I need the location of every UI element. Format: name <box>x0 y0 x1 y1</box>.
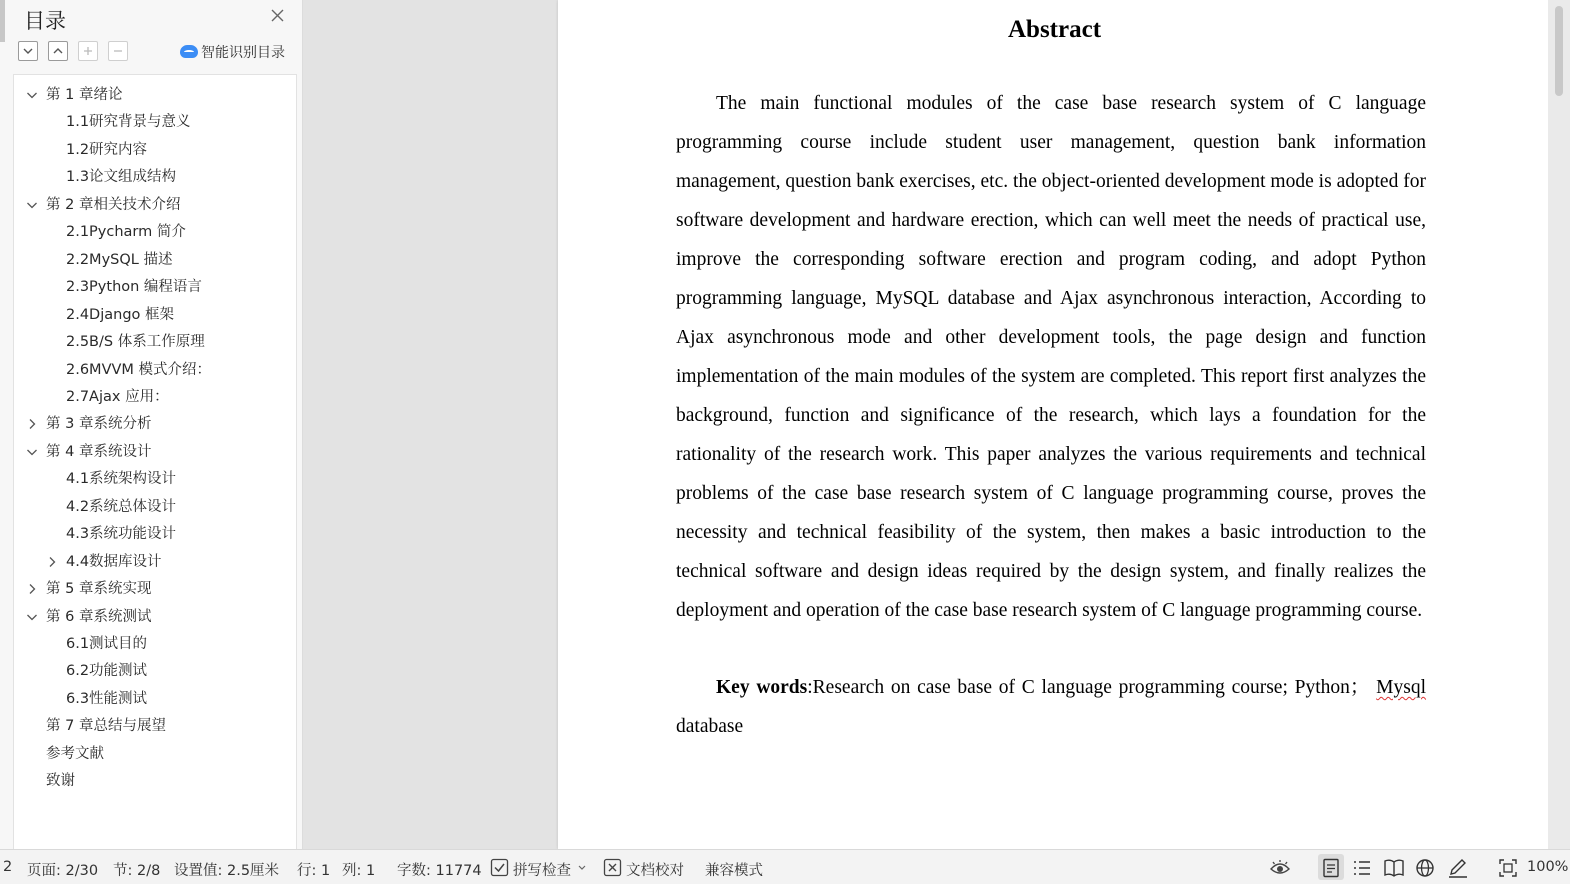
status-col: 列: 1 <box>342 863 376 879</box>
toc-item[interactable] <box>46 577 151 601</box>
chevron-down-icon[interactable] <box>26 611 38 623</box>
toc-pane <box>0 0 303 849</box>
spell-flagged-word[interactable]: Mysql <box>1376 677 1427 698</box>
scrollbar-thumb[interactable] <box>1555 6 1563 96</box>
toc-item[interactable] <box>66 165 176 189</box>
close-icon[interactable] <box>268 6 288 26</box>
toc-item-label: 第 3 章系统分析 <box>46 416 152 433</box>
toc-item[interactable] <box>66 522 176 546</box>
chevron-down-icon[interactable] <box>26 89 38 101</box>
toc-item[interactable] <box>46 412 151 436</box>
toc-item-label: 6.2功能测试 <box>66 663 148 680</box>
collapse-all-icon[interactable] <box>18 41 38 61</box>
toc-item[interactable] <box>46 605 151 629</box>
document-area <box>303 0 1570 849</box>
chevron-down-icon[interactable] <box>26 199 38 211</box>
pane-edge-marker <box>0 0 5 42</box>
status-setting[interactable]: 设置值: 2.5厘米 <box>174 863 280 879</box>
toc-item[interactable] <box>66 248 172 272</box>
outline-view-icon[interactable] <box>1352 858 1372 878</box>
toc-item-label: 2.5B/S 体系工作原理 <box>66 334 205 351</box>
page-view-icon[interactable] <box>1321 858 1341 878</box>
toc-item[interactable] <box>46 742 104 766</box>
toc-item-label: 4.1系统架构设计 <box>66 471 177 488</box>
chevron-right-icon[interactable] <box>26 583 38 595</box>
smart-toc-button[interactable] <box>180 42 285 62</box>
toc-item[interactable] <box>66 275 202 299</box>
toc-item-label: 1.2研究内容 <box>66 141 148 158</box>
toc-item[interactable] <box>66 303 174 327</box>
toc-item[interactable] <box>66 358 211 382</box>
toc-item-label: 6.1测试目的 <box>66 636 148 652</box>
keywords-label: Key words <box>716 677 808 698</box>
status-bar <box>0 849 1570 884</box>
toc-item-label: 参考文献 <box>46 745 104 762</box>
toc-item[interactable] <box>46 714 166 738</box>
toc-item-label: 2.7Ajax 应用： <box>66 388 169 405</box>
toc-item-label: 第 6 章系统测试 <box>46 608 152 625</box>
status-row: 行: 1 <box>297 863 331 879</box>
toc-item-label: 4.3系统功能设计 <box>66 526 177 543</box>
zoom-level[interactable]: 100% <box>1527 859 1569 875</box>
status-page[interactable]: 页面: 2/30 <box>27 863 99 879</box>
toc-item[interactable] <box>66 632 147 656</box>
write-view-icon[interactable] <box>1447 858 1469 878</box>
toc-item[interactable] <box>66 467 176 491</box>
toc-title: 目录 <box>24 9 66 33</box>
toc-item-label: 2.3Python 编程语言 <box>66 279 202 296</box>
toc-item[interactable] <box>66 330 205 354</box>
chevron-down-icon[interactable] <box>578 865 586 871</box>
keywords-tail: database <box>676 716 744 737</box>
toc-item-label: 第 2 章相关技术介绍 <box>46 196 181 213</box>
toc-item-label: 4.4数据库设计 <box>66 553 162 570</box>
toc-item-label: 第 5 章系统实现 <box>46 581 152 598</box>
proofread-button[interactable]: 文档校对 <box>626 863 684 879</box>
toc-item[interactable] <box>66 550 162 574</box>
toc-item-label: 1.1研究背景与意义 <box>66 114 191 131</box>
reading-view-icon[interactable] <box>1383 858 1405 878</box>
smart-toc-icon <box>180 45 198 58</box>
toc-item[interactable] <box>66 138 147 162</box>
abstract-heading: Abstract <box>1007 16 1102 43</box>
toc-item-label: 6.3性能测试 <box>66 690 148 707</box>
status-wordcount[interactable]: 字数: 11774 <box>397 863 482 879</box>
toc-item-label: 第 1 章绪论 <box>46 87 123 103</box>
spellcheck-icon[interactable] <box>490 858 509 877</box>
toc-item-label: 致谢 <box>46 773 75 790</box>
chevron-right-icon[interactable] <box>46 556 58 568</box>
status-section[interactable]: 节: 2/8 <box>113 863 161 879</box>
toc-item[interactable] <box>66 385 169 409</box>
eye-protection-icon[interactable] <box>1269 858 1291 878</box>
toc-item-label: 4.2系统总体设计 <box>66 498 177 515</box>
toc-list <box>13 74 297 849</box>
remove-level-icon[interactable] <box>108 41 128 61</box>
toc-item[interactable] <box>66 110 191 134</box>
keywords-text: :Research on case base of C language programming course; Python； <box>807 677 1370 698</box>
abstract-body: The main functional modules of the case base research system of C language programming course include student user management, question bank information management, question bank exercises, etc. the object-oriented development mode is adopted for software development and hardware erection, which can well meet the needs of practical use, improve the corresponding software erection and program coding, and adopt Python programming language, MySQL database and Ajax asynchronous interaction, According to Ajax asynchronous mode and other development tools, the page design and function implementation of the main modules of the system are completed. This report first analyzes the background, function and significance of the research, which lays a foundation for the rationality of the research work. This paper analyzes the various requirements and technical problems of the case base research system of C language programming course, proves the necessity and technical feasibility of the system, then makes a basic introduction to the technical software and design ideas required by the design system, and finally realizes the deployment and operation of the case base research system of C language programming course. <box>676 93 1426 621</box>
smart-toc-label: 智能识别目录 <box>201 45 285 61</box>
toc-item-label: 2.4Django 框架 <box>66 306 175 323</box>
toc-toolbar <box>18 41 298 63</box>
toc-item[interactable] <box>66 687 147 711</box>
toc-item[interactable] <box>46 769 75 793</box>
toc-item-label: 第 7 章总结与展望 <box>46 718 166 735</box>
add-level-icon[interactable] <box>78 41 98 61</box>
spellcheck-button[interactable]: 拼写检查 <box>513 863 571 879</box>
toc-item[interactable] <box>46 83 122 107</box>
toc-item-label: 2.6MVVM 模式介绍： <box>66 361 212 378</box>
status-left-number: 2 <box>3 859 13 875</box>
proofread-icon[interactable] <box>603 858 622 877</box>
chevron-down-icon[interactable] <box>26 446 38 458</box>
fit-window-icon[interactable] <box>1498 858 1518 878</box>
toc-item-label: 2.2MySQL 描述 <box>66 251 173 268</box>
toc-item-label: 1.3论文组成结构 <box>66 169 177 186</box>
toc-item-label: 2.1Pycharm 简介 <box>66 224 186 241</box>
vertical-scrollbar[interactable] <box>1548 0 1570 849</box>
expand-all-icon[interactable] <box>48 41 68 61</box>
toc-item-label: 第 4 章系统设计 <box>46 443 152 460</box>
keywords-paragraph <box>676 668 1426 746</box>
toc-item[interactable] <box>66 495 176 519</box>
toc-item[interactable] <box>46 440 151 464</box>
web-view-icon[interactable] <box>1415 858 1435 878</box>
toc-item[interactable] <box>46 193 180 217</box>
compat-mode: 兼容模式 <box>705 863 763 879</box>
document-page[interactable] <box>558 0 1551 849</box>
toc-item[interactable] <box>66 220 186 244</box>
toc-item[interactable] <box>66 659 147 683</box>
chevron-right-icon[interactable] <box>26 418 38 430</box>
